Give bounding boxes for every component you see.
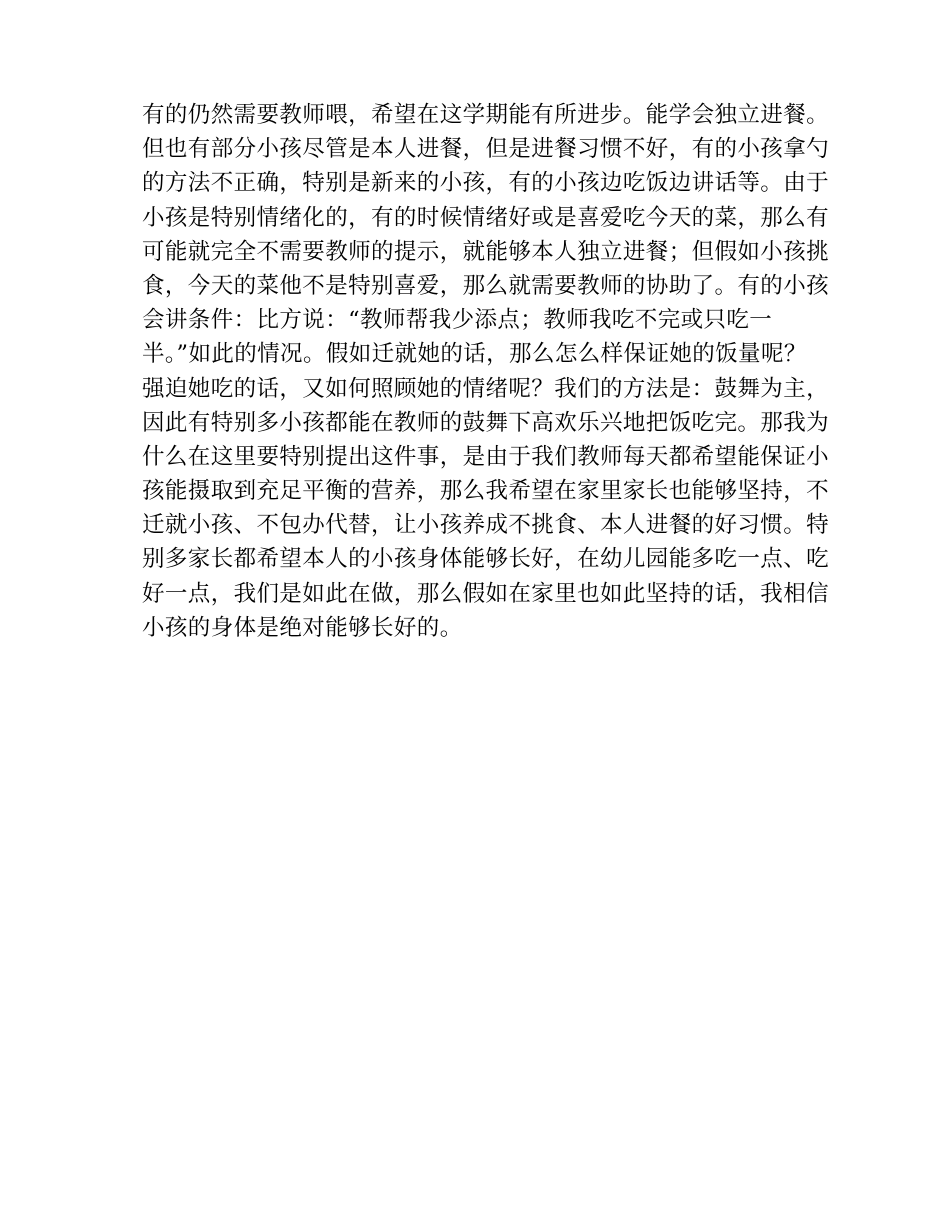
text-line: 食，今天的菜他不是特别喜爱，那么就需要教师的协助了。有的小孩 xyxy=(142,272,830,299)
text-line: 可能就完全不需要教师的提示，就能够本人独立进餐；但假如小孩挑 xyxy=(142,238,830,265)
text-line: 好一点，我们是如此在做，那么假如在家里也如此坚持的话，我相信 xyxy=(142,580,830,607)
text-line: 小孩是特别情绪化的，有的时候情绪好或是喜爱吃今天的菜，那么有 xyxy=(142,204,830,231)
text-line: 迁就小孩、不包办代替，让小孩养成不挑食、本人进餐的好习惯。特 xyxy=(142,512,830,539)
text-line: 半。”如此的情况。假如迁就她的话，那么怎么样保证她的饭量呢？ xyxy=(142,341,807,368)
text-line: 强迫她吃的话，又如何照顾她的情绪呢？我们的方法是：鼓舞为主， xyxy=(142,375,830,402)
text-line: 会讲条件：比方说：“教师帮我少添点；教师我吃不完或只吃一 xyxy=(142,307,773,334)
text-line: 的方法不正确，特别是新来的小孩，有的小孩边吃饭边讲话等。由于 xyxy=(142,170,830,197)
body-paragraph xyxy=(142,98,830,645)
text-line: 有的仍然需要教师喂，希望在这学期能有所进步。能学会独立进餐。 xyxy=(142,102,830,128)
text-line: 因此有特别多小孩都能在教师的鼓舞下高欢乐兴地把饭吃完。那我为 xyxy=(142,409,830,436)
text-line: 孩能摄取到充足平衡的营养，那么我希望在家里家长也能够坚持，不 xyxy=(142,478,830,505)
text-line: 什么在这里要特别提出这件事，是由于我们教师每天都希望能保证小 xyxy=(142,443,830,470)
text-line: 小孩的身体是绝对能够长好的。 xyxy=(142,614,463,641)
text-line: 别多家长都希望本人的小孩身体能够长好，在幼儿园能多吃一点、吃 xyxy=(142,546,830,573)
text-line: 但也有部分小孩尽管是本人进餐，但是进餐习惯不好，有的小孩拿勺 xyxy=(142,136,830,163)
